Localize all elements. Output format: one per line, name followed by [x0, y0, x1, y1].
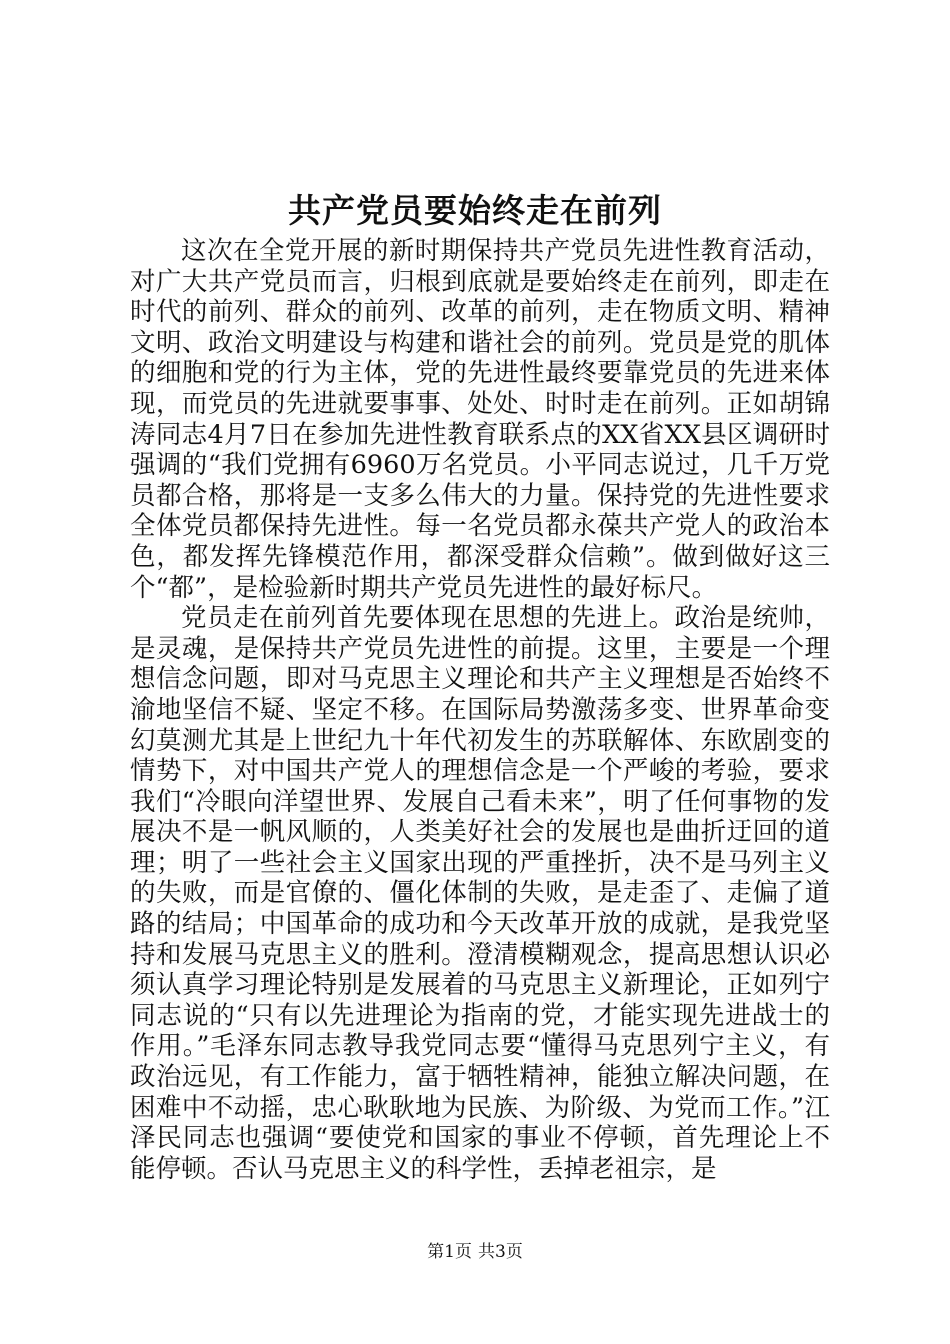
page-number-current: 第1页	[427, 1242, 472, 1262]
document-title: 共产党员要始终走在前列	[288, 191, 662, 230]
page-footer	[0, 1240, 950, 1264]
document-body	[130, 236, 830, 1184]
page-number-total: 共3页	[478, 1242, 523, 1262]
paragraph-1: 这次在全党开展的新时期保持共产党员先进性教育活动，对广大共产党员而言，归根到底就是要始终走在前列，即走在时代的前列、群众的前列、改革的前列，走在物质文明、精神文明、政治文明建设与构建和谐社会的前列。党员是党的肌体的细胞和党的行为主体，党的先进性最终要靠党员的先进来体现，而党员的先进就要事事、处处、时时走在前列。正如胡锦涛同志4月7日在参加先进性教育联系点的XX省XX县区调研时强调的“我们党拥有6960万名党员。小平同志说过，几千万党员都合格，那将是一支多么伟大的力量。保持党的先进性要求全体党员都保持先进性。每一名党员都永葆共产党人的政治本色，都发挥先锋模范作用，都深受群众信赖”。做到做好这三个“都”，是检验新时期共产党员先进性的最好标尺。	[130, 236, 830, 603]
paragraph-2: 党员走在前列首先要体现在思想的先进上。政治是统帅，是灵魂，是保持共产党员先进性的前提。这里，主要是一个理想信念问题，即对马克思主义理论和共产主义理想是否始终不渝地坚信不疑、坚定不移。在国际局势激荡多变、世界革命变幻莫测尤其是上世纪九十年代初发生的苏联解体、东欧剧变的情势下，对中国共产党人的理想信念是一个严峻的考验，要求我们“冷眼向洋望世界、发展自己看未来”，明了任何事物的发展决不是一帆风顺的，人类美好社会的发展也是曲折迂回的道理；明了一些社会主义国家出现的严重挫折，决不是马列主义的失败，而是官僚的、僵化体制的失败，是走歪了、走偏了道路的结局；中国革命的成功和今天改革开放的成就，是我党坚持和发展马克思主义的胜利。澄清模糊观念，提高思想认识必须认真学习理论特别是发展着的马克思主义新理论，正如列宁同志说的“只有以先进理论为指南的党，才能实现先进战士的作用。”毛泽东同志教导我党同志要“懂得马克思列宁主义，有政治远见，有工作能力，富于牺牲精神，能独立解决问题，在困难中不动摇，忠心耿耿地为民族、为阶级、为党而工作。”江泽民同志也强调“要使党和国家的事业不停顿，首先理论上不能停顿。否认马克思主义的科学性，丢掉老祖宗，是	[130, 603, 830, 1184]
